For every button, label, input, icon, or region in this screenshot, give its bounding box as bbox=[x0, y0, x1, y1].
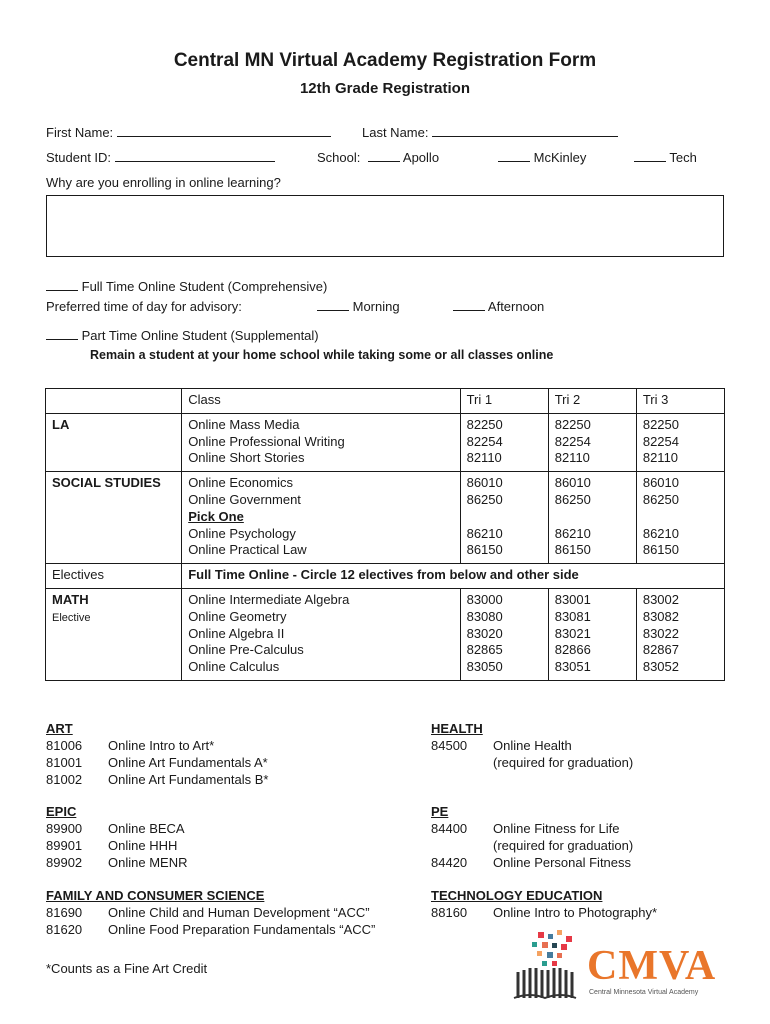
school-tech-blank[interactable] bbox=[634, 151, 666, 162]
spacer bbox=[467, 509, 543, 526]
course-code: 81620 bbox=[46, 922, 83, 937]
course-code: 81002 bbox=[46, 772, 83, 787]
class-item[interactable]: Online Government bbox=[188, 491, 301, 507]
school-tech-row bbox=[634, 150, 697, 165]
course-code: 86010 bbox=[642, 475, 679, 491]
section-heading-epic: EPIC bbox=[46, 804, 77, 819]
course-code: 83020 bbox=[466, 625, 503, 641]
course-name: Online Fitness for Life bbox=[493, 821, 620, 836]
school-mckinley-blank[interactable] bbox=[498, 151, 530, 162]
course-code: 89902 bbox=[46, 855, 83, 870]
last-name-field[interactable] bbox=[432, 126, 618, 137]
school-option-mckinley: McKinley bbox=[533, 150, 587, 165]
school-label: School: bbox=[317, 150, 361, 165]
subject-math-sublabel: Elective bbox=[52, 611, 91, 624]
section-epic bbox=[46, 803, 187, 871]
spacer bbox=[555, 509, 631, 526]
la-classes bbox=[182, 413, 460, 471]
course-name: Online Food Preparation Fundamentals “ACC” bbox=[108, 922, 376, 937]
course-code: 83000 bbox=[466, 591, 503, 607]
header-cell-subject bbox=[46, 389, 182, 414]
list-item[interactable] bbox=[431, 737, 633, 754]
subject-math-cell bbox=[46, 588, 182, 680]
course-note: (required for graduation) bbox=[493, 838, 634, 853]
course-code: 82110 bbox=[466, 450, 502, 466]
part-time-note: Remain a student at your home school while taking some or all classes online bbox=[90, 348, 554, 362]
social-tri3 bbox=[636, 472, 724, 564]
course-code: 89900 bbox=[46, 821, 83, 836]
advisory-morning-blank[interactable] bbox=[317, 300, 349, 311]
course-code: 81001 bbox=[46, 755, 83, 770]
course-code: 86150 bbox=[554, 542, 591, 558]
course-code: 84420 bbox=[431, 855, 468, 870]
list-item[interactable] bbox=[46, 921, 375, 938]
course-code: 89901 bbox=[46, 838, 83, 853]
advisory-morning-row bbox=[317, 299, 400, 314]
header-cell-class: Class bbox=[182, 389, 460, 414]
school-option-apollo: Apollo bbox=[402, 150, 440, 165]
section-technology-education bbox=[431, 887, 657, 921]
course-code bbox=[431, 837, 493, 854]
school-apollo-blank[interactable] bbox=[368, 151, 400, 162]
advisory-afternoon-label: Afternoon bbox=[487, 299, 545, 314]
course-name: Online Art Fundamentals B* bbox=[108, 772, 269, 787]
course-table bbox=[45, 388, 725, 681]
course-code: 86250 bbox=[466, 491, 503, 507]
social-classes bbox=[182, 472, 460, 564]
course-code: 83050 bbox=[466, 659, 503, 675]
list-item[interactable] bbox=[431, 854, 633, 871]
enroll-question: Why are you enrolling in online learning? bbox=[46, 175, 281, 190]
course-name: Online Intro to Art* bbox=[108, 738, 215, 753]
course-code: 83002 bbox=[642, 591, 679, 607]
part-time-blank[interactable] bbox=[46, 329, 78, 340]
course-code: 82866 bbox=[554, 642, 591, 658]
course-name: Online HHH bbox=[108, 838, 178, 853]
advisory-morning-label: Morning bbox=[352, 299, 400, 314]
pick-one-label: Pick One bbox=[188, 508, 244, 524]
spacer bbox=[643, 509, 719, 526]
course-code: 86210 bbox=[642, 525, 679, 541]
course-note: (required for graduation) bbox=[493, 755, 634, 770]
section-pe bbox=[431, 803, 633, 871]
advisory-label: Preferred time of day for advisory: bbox=[46, 299, 242, 314]
course-code: 83052 bbox=[642, 659, 679, 675]
list-item bbox=[431, 837, 633, 854]
course-code: 84500 bbox=[431, 738, 468, 753]
header-cell-tri2: Tri 2 bbox=[548, 389, 636, 414]
table-row-social-studies bbox=[46, 472, 725, 564]
course-code: 86210 bbox=[554, 525, 591, 541]
course-code: 82254 bbox=[466, 433, 503, 449]
class-item[interactable]: Online Algebra II bbox=[188, 625, 285, 641]
cmva-logo bbox=[512, 930, 732, 1002]
course-code: 83051 bbox=[554, 659, 591, 675]
section-heading-health: HEALTH bbox=[431, 721, 483, 736]
course-code: 84400 bbox=[431, 821, 468, 836]
course-name: Online BECA bbox=[108, 821, 185, 836]
course-code: 82250 bbox=[554, 416, 591, 432]
course-code: 82250 bbox=[642, 416, 679, 432]
course-code: 86250 bbox=[642, 491, 679, 507]
book-squares-icon bbox=[512, 930, 584, 1002]
social-tri2 bbox=[548, 472, 636, 564]
course-code: 81690 bbox=[46, 905, 83, 920]
section-heading-tech: TECHNOLOGY EDUCATION bbox=[431, 888, 603, 903]
header-cell-tri1: Tri 1 bbox=[460, 389, 548, 414]
class-item[interactable]: Online Practical Law bbox=[188, 542, 307, 558]
course-code: 88160 bbox=[431, 905, 468, 920]
first-name-field[interactable] bbox=[117, 126, 331, 137]
subject-la: LA bbox=[46, 413, 182, 471]
section-health bbox=[431, 720, 633, 771]
course-name: Online Child and Human Development “ACC” bbox=[108, 905, 370, 920]
course-code: 81006 bbox=[46, 738, 83, 753]
course-code: 82865 bbox=[466, 642, 503, 658]
class-item[interactable]: Online Geometry bbox=[188, 608, 287, 624]
course-code: 83022 bbox=[642, 625, 679, 641]
page-subtitle: 12th Grade Registration bbox=[299, 80, 471, 97]
advisory-afternoon-row bbox=[453, 299, 544, 314]
table-header-row bbox=[46, 389, 725, 414]
course-name: Online Personal Fitness bbox=[493, 855, 632, 870]
subject-math: MATH bbox=[52, 591, 89, 607]
last-name-row bbox=[362, 125, 618, 140]
electives-note: Full Time Online - Circle 12 electives from below and other side bbox=[182, 564, 725, 589]
student-id-row bbox=[46, 150, 275, 165]
course-name: Online Art Fundamentals A* bbox=[108, 755, 268, 770]
list-item[interactable] bbox=[46, 854, 187, 871]
course-code: 86010 bbox=[554, 475, 591, 491]
course-code: 86150 bbox=[642, 542, 679, 558]
section-family-consumer-science bbox=[46, 887, 375, 938]
class-item[interactable]: Online Mass Media bbox=[188, 416, 300, 432]
list-item[interactable] bbox=[46, 904, 375, 921]
course-code: 83081 bbox=[554, 608, 591, 624]
la-tri1 bbox=[460, 413, 548, 471]
course-name: Online Health bbox=[493, 738, 572, 753]
school-label-row bbox=[317, 150, 439, 165]
list-item[interactable] bbox=[46, 737, 268, 754]
logo-wordmark: CMVA bbox=[587, 943, 717, 989]
math-tri3 bbox=[636, 588, 724, 680]
course-code bbox=[431, 754, 493, 771]
course-code: 82867 bbox=[642, 642, 679, 658]
course-code: 83001 bbox=[554, 591, 591, 607]
list-item[interactable] bbox=[431, 820, 633, 837]
social-tri1 bbox=[460, 472, 548, 564]
class-item[interactable]: Online Pre-Calculus bbox=[188, 642, 304, 658]
course-code: 82254 bbox=[554, 433, 591, 449]
math-classes bbox=[182, 588, 460, 680]
class-item[interactable]: Online Short Stories bbox=[188, 450, 305, 466]
student-id-label: Student ID: bbox=[46, 150, 112, 165]
school-mckinley-row bbox=[498, 150, 586, 165]
page-title: Central MN Virtual Academy Registration Form bbox=[173, 50, 597, 71]
section-heading-pe: PE bbox=[431, 804, 449, 819]
class-item[interactable]: Online Intermediate Algebra bbox=[188, 591, 350, 607]
electives-label: Electives bbox=[46, 564, 182, 589]
course-code: 83021 bbox=[554, 625, 591, 641]
table-row-math bbox=[46, 588, 725, 680]
course-code: 83080 bbox=[466, 608, 503, 624]
list-item[interactable] bbox=[46, 820, 187, 837]
full-time-blank[interactable] bbox=[46, 280, 78, 291]
list-item[interactable] bbox=[431, 904, 657, 921]
course-code: 86010 bbox=[466, 475, 503, 491]
last-name-label: Last Name: bbox=[362, 125, 429, 140]
la-tri3 bbox=[636, 413, 724, 471]
math-tri1 bbox=[460, 588, 548, 680]
course-code: 82250 bbox=[466, 416, 503, 432]
part-time-label: Part Time Online Student (Supplemental) bbox=[81, 328, 319, 343]
subject-social-studies: SOCIAL STUDIES bbox=[46, 472, 182, 564]
list-item[interactable] bbox=[46, 754, 268, 771]
section-art bbox=[46, 720, 268, 788]
class-item[interactable]: Online Economics bbox=[188, 475, 293, 491]
math-tri2 bbox=[548, 588, 636, 680]
course-code: 86210 bbox=[466, 525, 503, 541]
list-item[interactable] bbox=[46, 837, 187, 854]
part-time-row bbox=[46, 328, 319, 343]
list-item bbox=[431, 754, 633, 771]
advisory-afternoon-blank[interactable] bbox=[453, 300, 485, 311]
first-name-row bbox=[46, 125, 331, 140]
course-code: 86250 bbox=[554, 491, 591, 507]
course-name: Online Intro to Photography* bbox=[493, 905, 658, 920]
table-row-electives bbox=[46, 564, 725, 589]
class-item[interactable]: Online Professional Writing bbox=[188, 433, 345, 449]
course-code: 82254 bbox=[642, 433, 679, 449]
course-code: 83082 bbox=[642, 608, 679, 624]
course-code: 86150 bbox=[466, 542, 503, 558]
fine-art-footnote: *Counts as a Fine Art Credit bbox=[46, 961, 208, 976]
first-name-label: First Name: bbox=[46, 125, 114, 140]
enroll-reason-box[interactable] bbox=[46, 195, 724, 257]
section-heading-fcs: FAMILY AND CONSUMER SCIENCE bbox=[46, 888, 265, 903]
list-item[interactable] bbox=[46, 771, 268, 788]
section-heading-art: ART bbox=[46, 721, 73, 736]
table-row-la bbox=[46, 413, 725, 471]
header-cell-tri3: Tri 3 bbox=[636, 389, 724, 414]
course-name: Online MENR bbox=[108, 855, 188, 870]
full-time-row bbox=[46, 279, 327, 294]
logo-tagline: Central Minnesota Virtual Academy bbox=[589, 989, 699, 996]
full-time-label: Full Time Online Student (Comprehensive) bbox=[81, 279, 328, 294]
class-item[interactable]: Online Psychology bbox=[188, 525, 296, 541]
course-code: 82110 bbox=[642, 450, 679, 466]
course-code: 82110 bbox=[554, 450, 590, 466]
student-id-field[interactable] bbox=[115, 151, 275, 162]
class-item[interactable]: Online Calculus bbox=[188, 659, 280, 675]
la-tri2 bbox=[548, 413, 636, 471]
school-option-tech: Tech bbox=[669, 150, 697, 165]
